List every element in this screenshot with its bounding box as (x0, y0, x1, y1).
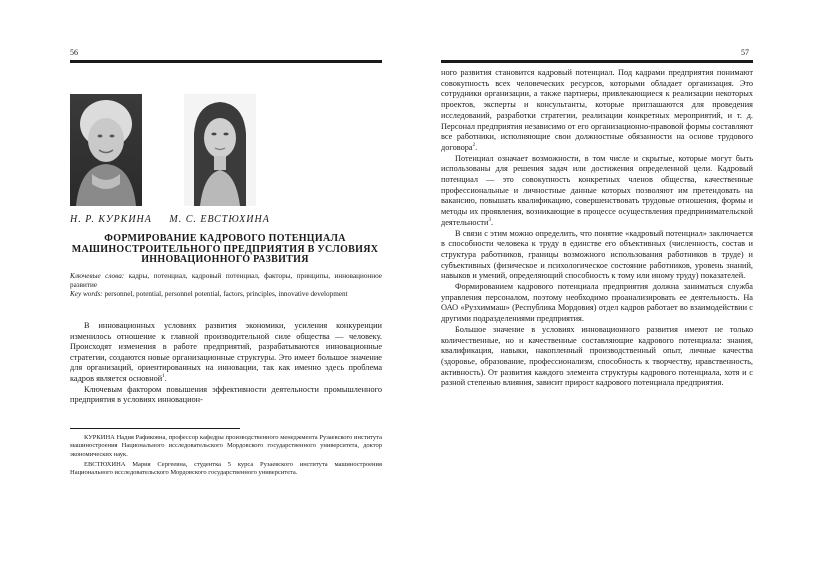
body-paragraph: В связи с этим можно определить, что понятие «кадровый потенциал» заключается в способности человека к труду в единстве его объективных (численность, состав и структура работников, границы возможного использования работников в труде) и субъективных (физическое и психологическое состояние работников, уровень знаний, навыков и умений, определяющий способность к тому или иному труду) показателей. (441, 228, 753, 281)
keywords-en-text: personnel, potential, personnel potential, factors, principles, innovative development (102, 290, 348, 299)
footnote-mark: 2 (472, 143, 476, 149)
footnote-mark: 1 (162, 374, 165, 380)
keywords-en-label: Key words: (70, 290, 103, 299)
author-name: Н. Р. КУРКИНА (70, 214, 152, 225)
footnote-mark: 3 (488, 218, 491, 224)
body-paragraph: Потенциал означает возможности, в том числе и скрытые, которые могут быть использованы для решения задач или достижения определенной цели. Кадровый потенциал — это совокупность конкретных членов общества, качественные профессиональные и личностные данные которых позволяют им претендовать на вакансию, повышать квалификацию, совершенствовать трудовые отношения, формы и методы их проявления, возникающие в процессе осуществления предпринимательской деятельности$^3$. (441, 153, 753, 227)
keywords-block (70, 272, 382, 300)
author-names (70, 214, 270, 225)
left-body-text (70, 321, 382, 406)
body-paragraph: Ключевым фактором повышения эффективности деятельности промышленного предприятия в условиях инновацион- (70, 384, 382, 405)
keywords-en (70, 290, 382, 299)
body-paragraph: ного развития становится кадровый потенциал. Под кадрами предприятия понимают совокупность всех человеческих ресурсов, которыми обладает организация. Это сотрудники организации, а также партнеры, привлекающиеся к реализации некоторых проектов, эксперты и консультанты, которые приглашаются для проведения исследований, разработки стратегии, реализации конкретных мероприятий, и т. д. Персонал предприятия независимо от его организационно-правовой формы составляют все работники, исполняющие свои должностные обязанности на основе трудового договора$^2$. (441, 68, 753, 152)
author-name: М. С. ЕВСТЮХИНА (169, 214, 270, 225)
right-header-rule (441, 60, 753, 63)
keywords-ru (70, 272, 382, 290)
keywords-ru-label: Ключевые слова: (70, 272, 125, 280)
body-paragraph: В инновационных условиях развития экономики, усиления конкуренции изменилось отношение к главной производительной силе общества — человеку. Происходят изменения в работе предприятий, разрабатываются инновационные стратегии, создаются новые организационные структуры. Это имеет большое значение для организаций, ориентированных на инновации, так как именно здесь проблема кадров является основной$^1$. (70, 321, 382, 383)
footnotes (70, 434, 382, 479)
footnote-kurkina: КУРКИНА Надия Рафиковна, профессор кафедры производственного менеджмента Рузаевского института машиностроения Национального исследовательского Мордовского государственного университета, доктор экономических наук. (70, 434, 382, 458)
left-header-rule (70, 60, 382, 63)
right-page-number: 57 (741, 48, 749, 57)
author-photo-kurkina (70, 94, 142, 206)
right-body-text (441, 68, 753, 389)
left-page-number: 56 (70, 48, 78, 57)
body-paragraph: Большое значение в условиях инновационного развития имеют не только количественные, но и качественные составляющие кадрового потенциала: знания, квалификация, навыки, накопленный производственный опыт, личные качества (здоровье, образование, профессионализм, способность к творчеству, нравственность, активность). От развития каждого элемента структуры кадрового потенциала, хотя и с разной степенью влияния, зависит прирост кадрового потенциала предприятия. (441, 324, 753, 388)
footnote-divider (70, 428, 240, 429)
body-paragraph: Формированием кадрового потенциала предприятия должна заниматься служба управления персоналом, поэтому необходимо проанализировать ее деятельность. На ОАО «Рузхиммаш» (Республика Мордовия) отдел кадров работает во взаимодействии с другими подразделениями предприятия. (441, 282, 753, 324)
author-photo-evstyukhina (184, 94, 256, 206)
keywords-ru-text: кадры, потенциал, кадровый потенциал, факторы, принципы, инновационное развитие (70, 272, 382, 290)
article-title: ФОРМИРОВАНИЕ КАДРОВОГО ПОТЕНЦИАЛА МАШИНОСТРОИТЕЛЬНОГО ПРЕДПРИЯТИЯ В УСЛОВИЯХ ИННОВАЦИОННОГО РАЗВИТИЯ (71, 233, 379, 265)
footnote-evstyukhina: ЕВСТЮХИНА Мария Сергеевна, студентка 5 курса Рузаевского института машиностроения Национального исследовательского Мордовского государственного университета. (70, 460, 382, 477)
